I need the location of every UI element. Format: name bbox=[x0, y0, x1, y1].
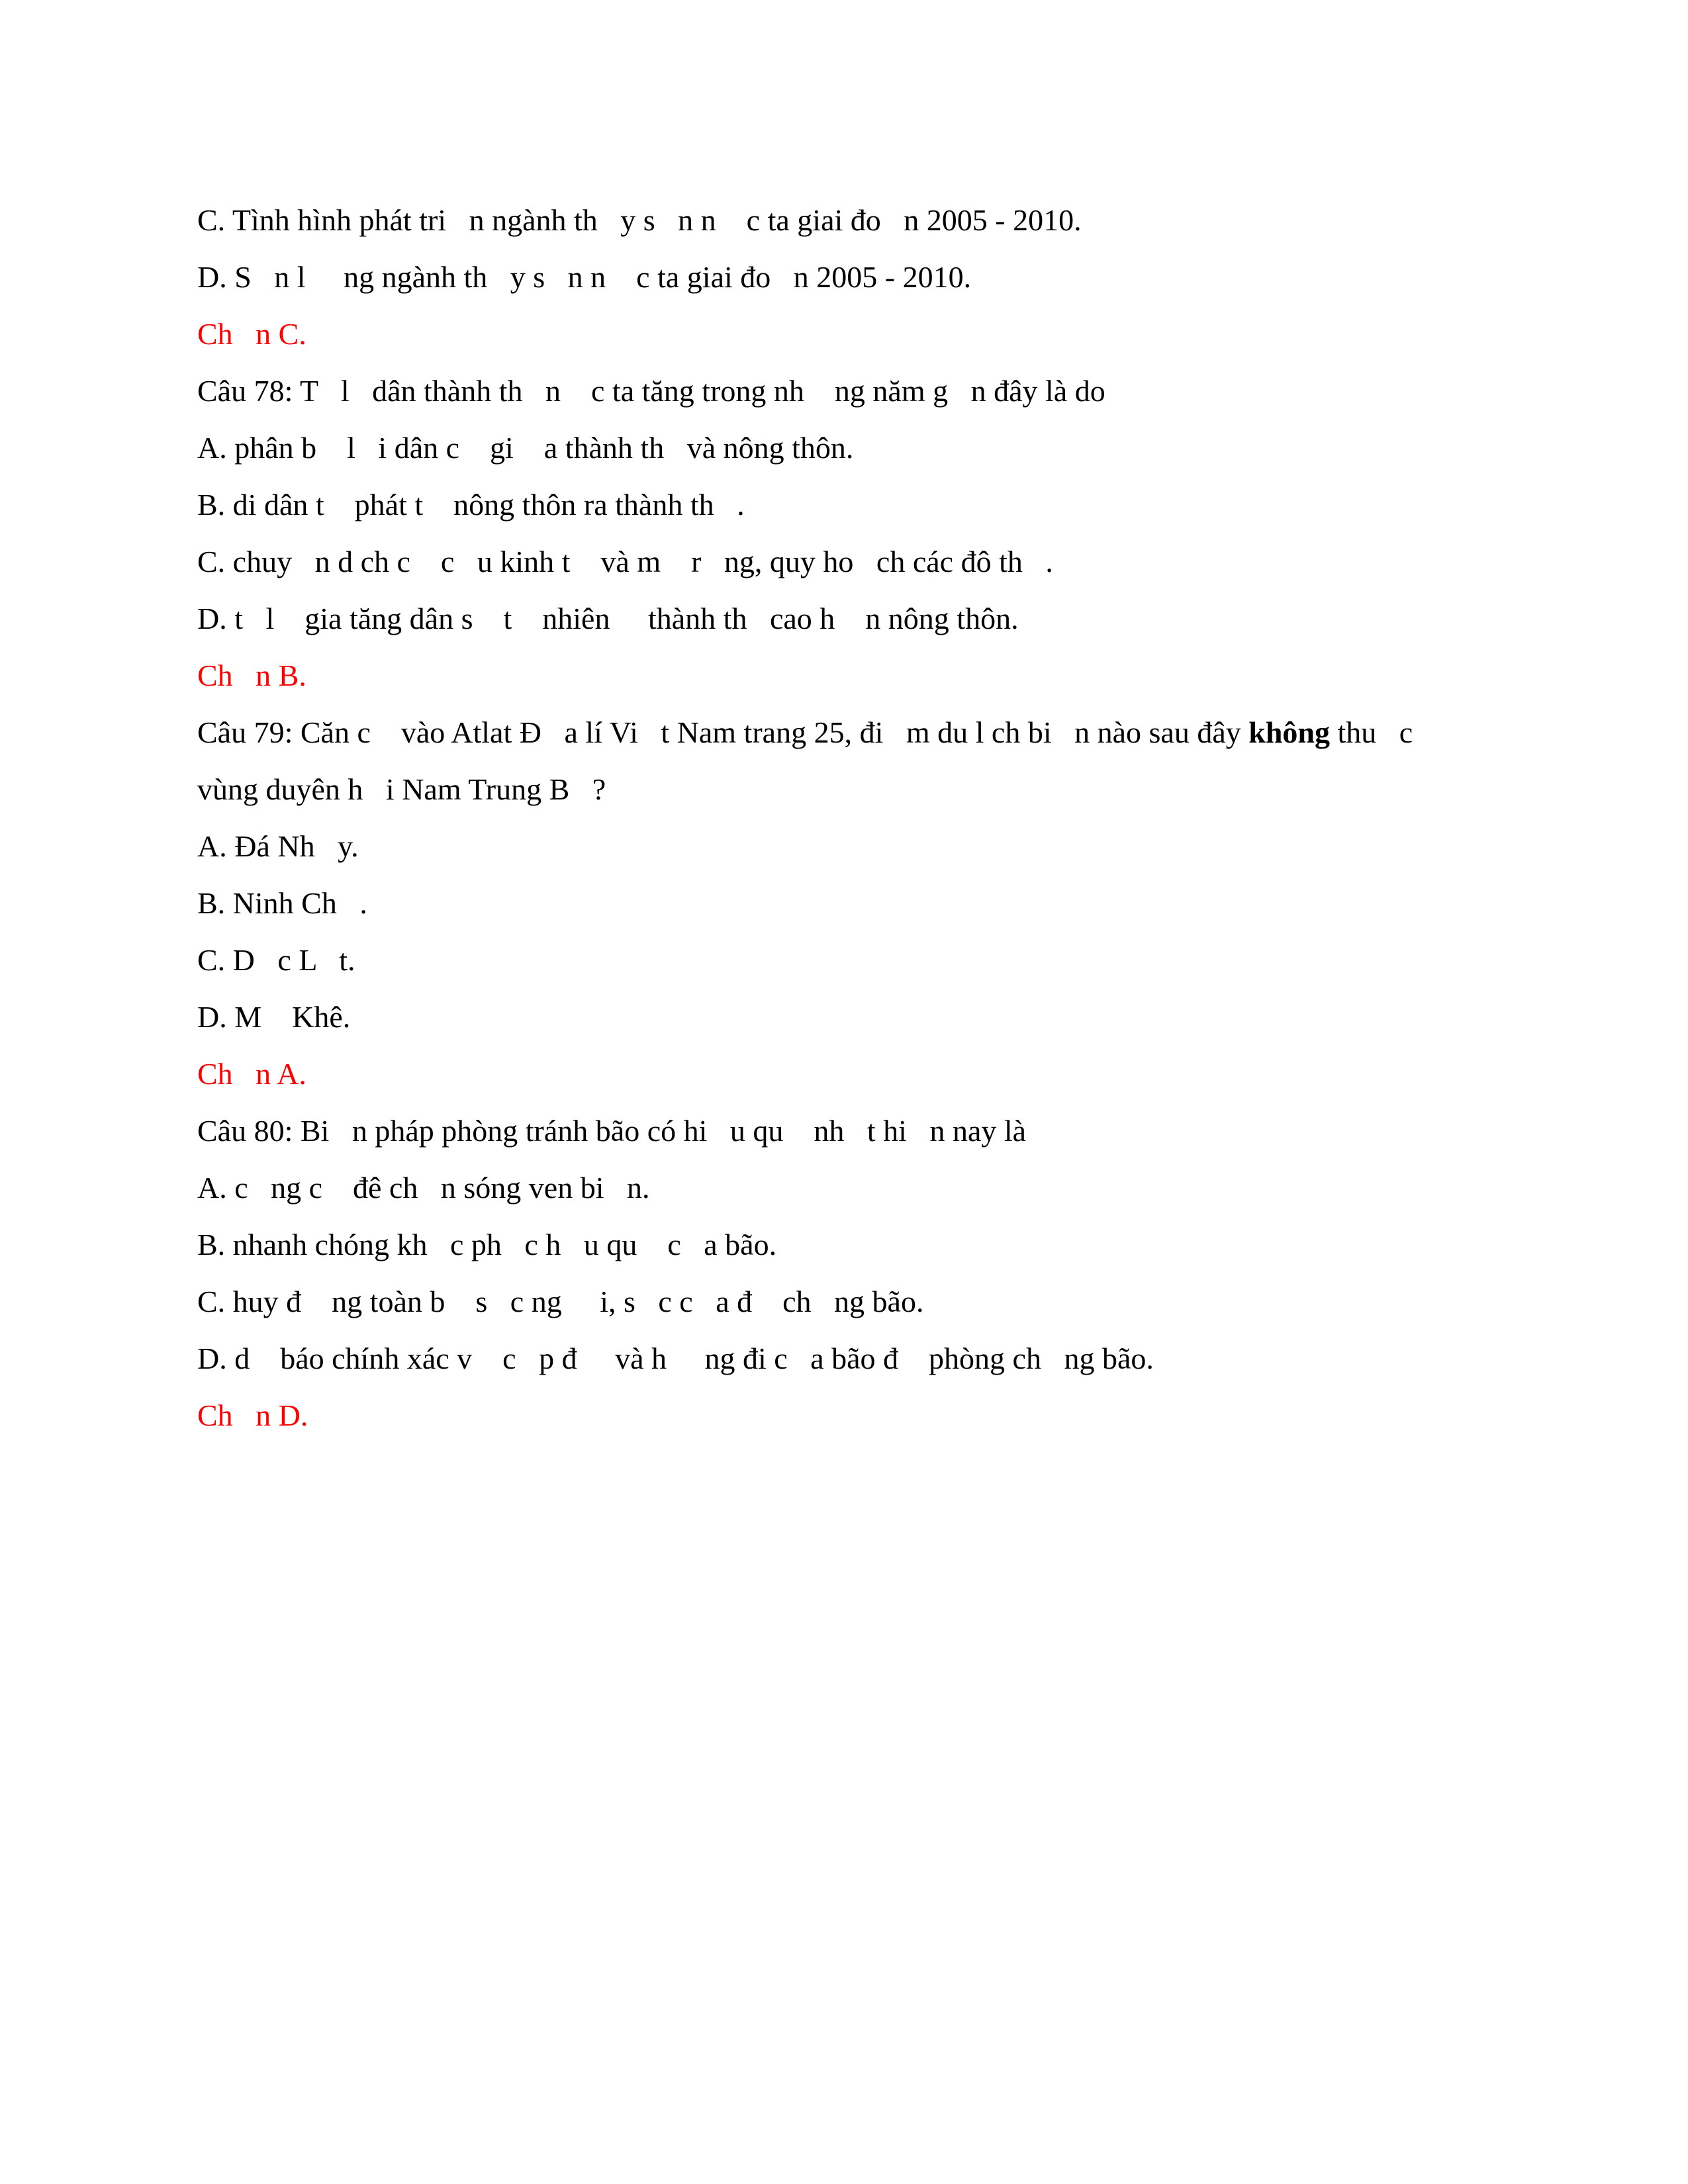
answer-line: Ch n A. bbox=[197, 1057, 306, 1091]
question-line bbox=[197, 704, 1521, 761]
option-line: A. phân b l i dân c gi a thành th và nông thôn. bbox=[197, 431, 854, 465]
answer-line: Ch n C. bbox=[197, 317, 306, 351]
option-line: D. S n l ng ngành th y s n n c ta giai đo n 2005 - 2010. bbox=[197, 260, 972, 294]
question-emphasis: không bbox=[1248, 715, 1331, 749]
option-line: A. Đá Nh y. bbox=[197, 829, 359, 863]
question-text: thu c bbox=[1330, 715, 1413, 749]
option-line: C. Tình hình phát tri n ngành th y s n n c ta giai đo n 2005 - 2010. bbox=[197, 203, 1082, 237]
option-line: D. d báo chính xác v c p đ và h ng đi c a bão đ phòng ch ng bão. bbox=[197, 1342, 1154, 1375]
question-text: Câu 79: Căn c vào Atlat Đ a lí Vi t Nam trang 25, đi m du l ch bi n nào sau đây bbox=[197, 715, 1249, 749]
option-line: B. Ninh Ch . bbox=[197, 886, 367, 920]
question-line: Câu 78: T l dân thành th n c ta tăng trong nh ng năm g n đây là do bbox=[197, 374, 1105, 408]
option-line: A. c ng c đê ch n sóng ven bi n. bbox=[197, 1171, 650, 1205]
answer-line: Ch n B. bbox=[197, 659, 306, 692]
option-line: B. nhanh chóng kh c ph c h u qu c a bão. bbox=[197, 1228, 777, 1261]
option-line: C. chuy n d ch c c u kinh t và m r ng, quy ho ch các đô th . bbox=[197, 545, 1053, 578]
question-line: vùng duyên h i Nam Trung B ? bbox=[197, 772, 606, 806]
option-line: D. t l gia tăng dân s t nhiên thành th cao h n nông thôn. bbox=[197, 602, 1019, 635]
answer-line: Ch n D. bbox=[197, 1398, 308, 1432]
document-page bbox=[197, 192, 1521, 1444]
question-line: Câu 80: Bi n pháp phòng tránh bão có hi u qu nh t hi n nay là bbox=[197, 1114, 1027, 1148]
option-line: C. huy đ ng toàn b s c ng i, s c c a đ ch ng bão. bbox=[197, 1285, 924, 1318]
option-line: C. D c L t. bbox=[197, 943, 355, 977]
option-line: D. M Khê. bbox=[197, 1000, 351, 1034]
option-line: B. di dân t phát t nông thôn ra thành th . bbox=[197, 488, 745, 522]
